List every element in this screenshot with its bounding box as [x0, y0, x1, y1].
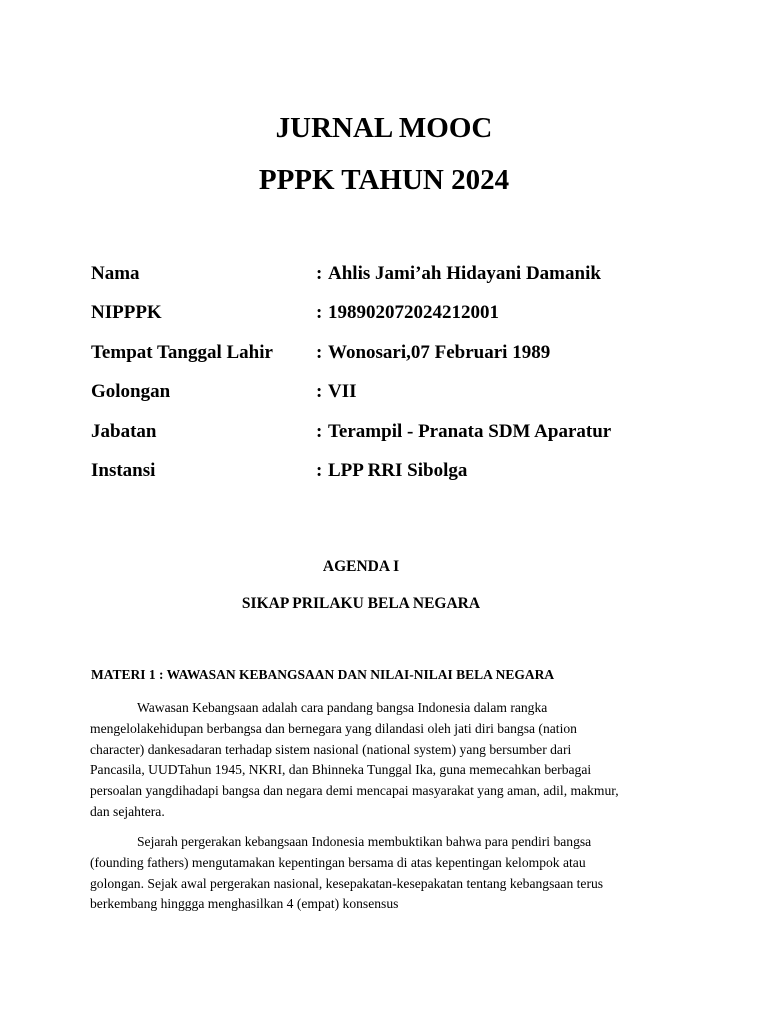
identity-separator: :	[316, 459, 323, 481]
identity-label: Nama	[91, 263, 140, 284]
materi-heading: MATERI 1 : WAWASAN KEBANGSAAN DAN NILAI-NILAI BELA NEGARA	[91, 667, 555, 682]
paragraph-line: Sejarah pergerakan kebangsaan Indonesia membuktikan bahwa para pendiri bangsa	[137, 834, 592, 849]
paragraph-line: Pancasila, UUDTahun 1945, NKRI, dan Bhinneka Tunggal Ika, guna memecahkan berbagai	[90, 762, 592, 778]
document-subtitle: PPPK TAHUN 2024	[258, 164, 510, 196]
identity-separator: :	[316, 381, 323, 403]
paragraph-line: character) dankesadaran terhadap sistem nasional (national system) yang bersumber dari	[90, 741, 572, 757]
identity-value: Wonosari,07 Februari 1989	[328, 341, 551, 363]
identity-label: Golongan	[91, 381, 171, 403]
identity-separator: :	[316, 263, 323, 284]
identity-row-jabatan	[91, 420, 711, 459]
paragraph-sejarah-pergerakan	[90, 832, 682, 915]
paragraph-line: (founding fathers) mengutamakan kepentingan bersama di atas kepentingan kelompok atau	[90, 854, 586, 870]
identity-row-ttl	[91, 341, 711, 380]
identity-table	[91, 262, 711, 498]
paragraph-line: mengelolakehidupan berbangsa dan bernegara yang dilandasi oleh jati diri bangsa (nation	[90, 720, 577, 736]
identity-row-golongan	[91, 380, 711, 419]
document-title: JURNAL MOOC	[275, 112, 493, 144]
paragraph-line: golongan. Sejak awal pergerakan nasional, kesepakatan-kesepakatan tentang kebangsaan terus	[90, 875, 604, 891]
agenda-title: SIKAP PRILAKU BELA NEGARA	[241, 595, 481, 612]
identity-row-instansi	[91, 459, 711, 498]
identity-label: Jabatan	[91, 420, 157, 442]
identity-value: VII	[328, 381, 357, 403]
paragraph-line: persoalan yangdihadapi bangsa dan negara demi mencapai masyarakat yang aman, adil, makmur,	[90, 783, 619, 799]
identity-label: Tempat Tanggal Lahir	[91, 341, 273, 363]
identity-label: NIPPPK	[91, 302, 162, 324]
identity-value: 198902072024212001	[328, 302, 499, 324]
paragraph-line: dan sejahtera.	[90, 803, 165, 819]
paragraph-line: berkembang hinggga menghasilkan 4 (empat) konsensus	[90, 896, 399, 912]
identity-row-nama	[91, 262, 711, 301]
identity-separator: :	[316, 341, 323, 363]
identity-value: Ahlis Jami’ah Hidayani Damanik	[328, 263, 601, 284]
paragraph-wawasan-kebangsaan	[90, 698, 682, 823]
agenda-number: AGENDA I	[322, 558, 400, 575]
paragraph-line: Wawasan Kebangsaan adalah cara pandang bangsa Indonesia dalam rangka	[137, 700, 548, 715]
identity-row-nipppk	[91, 301, 711, 340]
identity-label: Instansi	[91, 459, 156, 481]
identity-separator: :	[316, 302, 323, 324]
identity-value: LPP RRI Sibolga	[328, 459, 468, 481]
identity-value: Terampil - Pranata SDM Aparatur	[328, 420, 612, 442]
identity-separator: :	[316, 420, 323, 442]
